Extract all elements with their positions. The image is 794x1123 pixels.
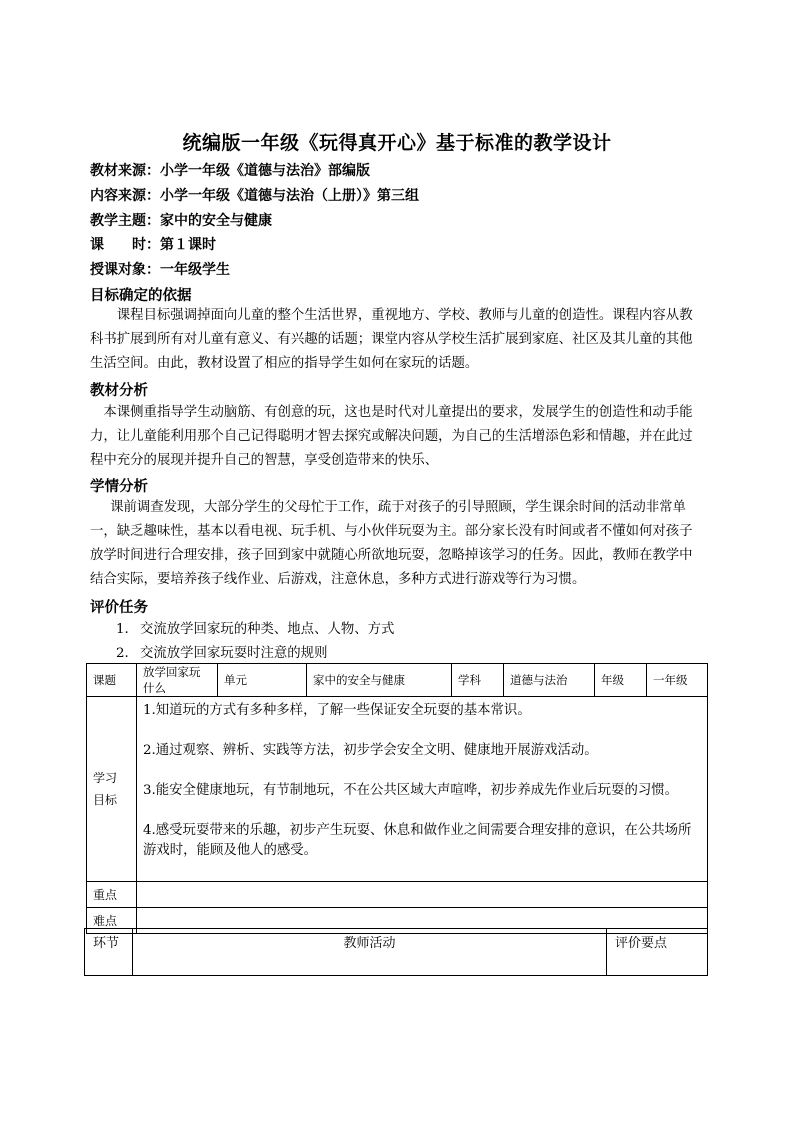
cell-key-point xyxy=(137,882,708,908)
cell-stage-header: 环节 xyxy=(85,929,133,976)
cell-subject-label: 学科 xyxy=(452,664,504,697)
section-heading-eval: 评价任务 xyxy=(90,599,148,616)
cell-teacher-activity-header: 教师活动 xyxy=(133,929,607,976)
table-row-key-point xyxy=(87,882,708,908)
cell-unit-label: 单元 xyxy=(218,664,307,697)
section-heading-basis: 目标确定的依据 xyxy=(90,287,192,304)
meta-label: 教学主题： xyxy=(90,213,160,229)
section-heading-material: 教材分析 xyxy=(90,382,148,399)
meta-label: 内容来源： xyxy=(90,188,160,204)
goal-item: 4.感受玩耍带来的乐趣，初步产生玩耍、休息和做作业之间需要合理安排的意识，在公共场所游戏时，能顾及他人的感受。 xyxy=(143,823,692,858)
meta-theme xyxy=(90,211,272,231)
lesson-info-table xyxy=(86,663,708,934)
meta-label: 授课对象： xyxy=(90,262,160,278)
cell-grade-label: 年级 xyxy=(595,664,647,697)
cell-topic: 放学回家玩什么 xyxy=(137,664,218,697)
meta-period xyxy=(90,235,216,255)
page-title: 统编版一年级《玩得真开心》基于标准的教学设计 xyxy=(182,132,612,154)
cell-grade: 一年级 xyxy=(647,664,708,697)
cell-unit: 家中的安全与健康 xyxy=(307,664,452,697)
cell-topic-label: 课题 xyxy=(87,664,137,697)
cell-evaluation-header: 评价要点 xyxy=(607,929,708,976)
section-heading-student: 学情分析 xyxy=(90,478,148,495)
cell-key-point-label: 重点 xyxy=(87,882,137,908)
list-item-text: 交流放学回家玩的种类、地点、人物、方式 xyxy=(140,622,395,637)
table-header-row xyxy=(87,664,708,697)
goal-item: 1.知道玩的方式有多种多样，了解一些保证安全玩耍的基本常识。 xyxy=(143,703,531,718)
paragraph-student: 课前调查发现，大部分学生的父母忙于工作，疏于对孩子的引导照顾，学生课余时间的活动非常单一，缺乏趣味性，基本以看电视、玩手机、与小伙伴玩耍为主。部分家长没有时间或者不懂如何对孩子放学时间进行合理安排，孩子回到家中就随心所欲地玩耍，忽略掉该学习的任务。因此，教师在教学中结合实际，要培养孩子线作业、后游戏，注意休息，多种方式进行游戏等行为习惯。 xyxy=(90,500,693,587)
paragraph-material: 本课侧重指导学生动脑筋、有创意的玩，这也是时代对儿童提出的要求，发展学生的创造性和动手能力，让儿童能利用那个自己记得聪明才智去探究或解决问题，为自己的生活增添色彩和情趣，并在此过程中充分的展现并提升自己的智慧，享受创造带来的快乐、 xyxy=(90,405,693,468)
goal-item: 2.通过观察、辨析、实践等方法，初步学会安全文明、健康地开展游戏活动。 xyxy=(143,743,598,758)
meta-value: 家中的安全与健康 xyxy=(160,213,272,229)
goal-item: 3.能安全健康地玩，有节制地玩，不在公共区域大声喧哗，初步养成先作业后玩耍的习惯。 xyxy=(143,783,679,798)
meta-label: 教材来源： xyxy=(90,163,160,179)
list-item-text: 交流放学回家玩耍时注意的规则 xyxy=(140,646,328,661)
goals-label-line: 目标 xyxy=(93,793,118,807)
meta-source xyxy=(90,161,370,181)
table-row-goals xyxy=(87,697,708,882)
table-row xyxy=(85,929,708,976)
paragraph-basis: 课程目标强调掉面向儿童的整个生活世界，重视地方、学校、教师与儿童的创造性。课程内容从教科书扩展到所有对儿童有意义、有兴趣的话题；课堂内容从学校生活扩展到家庭、社区及其儿童的其他生活空间。由此，教材设置了相应的指导学生如何在家玩的话题。 xyxy=(90,308,693,371)
list-item-number: 1. xyxy=(116,622,129,637)
meta-label: 课 时： xyxy=(90,237,160,253)
meta-value: 一年级学生 xyxy=(160,262,230,278)
meta-value: 第１课时 xyxy=(160,237,216,253)
cell-difficulty-label: 难点 xyxy=(87,908,137,934)
activity-table xyxy=(84,928,708,976)
list-item xyxy=(116,618,394,642)
meta-audience xyxy=(90,260,230,280)
cell-goals-label xyxy=(87,697,137,882)
goals-label-line: 学习 xyxy=(93,771,118,785)
eval-task-list xyxy=(116,618,394,666)
list-item-number: 2. xyxy=(116,646,129,661)
meta-value: 小学一年级《道德与法治》部编版 xyxy=(160,163,370,179)
cell-goals xyxy=(137,697,708,882)
meta-content xyxy=(90,186,419,206)
cell-subject: 道德与法治 xyxy=(504,664,595,697)
meta-value: 小学一年级《道德与法治（上册）》第三组 xyxy=(160,188,419,204)
